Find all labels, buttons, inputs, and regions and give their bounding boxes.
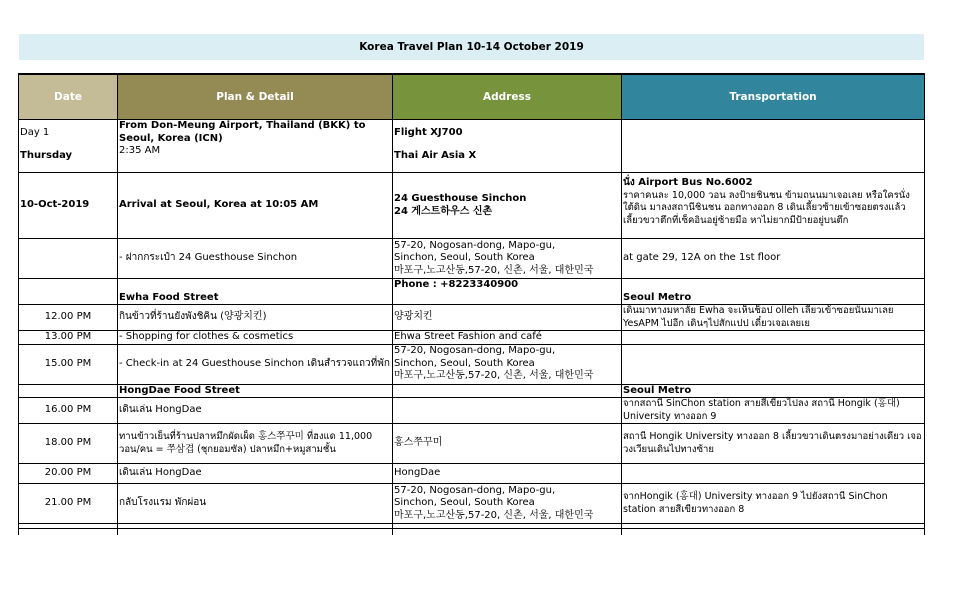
address-line-korean: 마포구,노고산동,57-20, 신촌, 서울, 대한민국: [394, 509, 594, 521]
transport-cell: [622, 331, 925, 345]
plan-cell: เดินเล่น HongDae: [118, 464, 393, 484]
address-cell: Ehwa Street Fashion and café: [393, 331, 622, 345]
section-heading: Ewha Food Street: [118, 279, 393, 305]
travel-plan-table: [18, 73, 925, 535]
header-transportation: Transportation: [622, 74, 925, 120]
phone-number: Phone : +8223340900: [393, 279, 622, 305]
plan-cell: Arrival at Seoul, Korea at 10:05 AM: [118, 173, 393, 239]
plan-cell: ทานข้าวเย็นที่ร้านปลาหมึกผัดเผ็ด 홍스쭈꾸미 ที่ฮงแด 11,000 วอน/คน = 쭈삼겹 (ชุกยอมซัล) ปลาหมึก+หมูสามชั้น: [118, 424, 393, 464]
flight-number: Flight XJ700: [394, 127, 463, 138]
address-cell: [393, 173, 622, 239]
date-cell: [19, 279, 118, 305]
time-cell: 21.00 PM: [19, 484, 118, 524]
time-cell: 16.00 PM: [19, 398, 118, 424]
address-cell: [393, 398, 622, 424]
address-line-2: Sinchon, Seoul, South Korea: [394, 357, 535, 369]
address-cell: [393, 239, 622, 279]
date-cell: 10-Oct-2019: [19, 173, 118, 239]
airline: Thai Air Asia X: [394, 149, 477, 161]
empty-row: [19, 529, 925, 536]
table-row: [19, 384, 925, 398]
address-cell: [393, 344, 622, 384]
header-address: Address: [393, 74, 622, 120]
transport-cell: [622, 464, 925, 484]
address-cell: [393, 384, 622, 398]
address-line-korean: 마포구,노고산동,57-20, 신촌, 서울, 대한민국: [394, 264, 594, 276]
transport-cell: at gate 29, 12A on the 1st floor: [622, 239, 925, 279]
table-row: [19, 344, 925, 384]
date-weekday: Thursday: [20, 149, 73, 161]
address-cell: [393, 120, 622, 173]
address-line-1: 57-20, Nogosan-dong, Mapo-gu,: [394, 345, 556, 357]
plan-route: From Don-Meung Airport, Thailand (BKK) to Seoul, Korea (ICN): [119, 120, 366, 144]
address-line-2: Sinchon, Seoul, South Korea: [394, 497, 535, 509]
plan-cell: - Shopping for clothes & cosmetics: [118, 331, 393, 345]
header-plan: Plan & Detail: [118, 74, 393, 120]
transport-cell: [622, 344, 925, 384]
table-row: [19, 279, 925, 305]
plan-cell: [118, 120, 393, 173]
address-line-2: Sinchon, Seoul, South Korea: [394, 252, 535, 264]
table-row: [19, 398, 925, 424]
guesthouse-name: 24 Guesthouse Sinchon: [394, 193, 527, 204]
date-cell: [19, 120, 118, 173]
time-cell: 13.00 PM: [19, 331, 118, 345]
table-row: [19, 464, 925, 484]
address-cell: 홍스쭈꾸미: [393, 424, 622, 464]
address-line-1: 57-20, Nogosan-dong, Mapo-gu,: [394, 484, 556, 496]
table-row: [19, 173, 925, 239]
time-cell: 12.00 PM: [19, 305, 118, 331]
address-line-1: 57-20, Nogosan-dong, Mapo-gu,: [394, 239, 556, 251]
plan-cell: กลับโรงแรม พักผ่อน: [118, 484, 393, 524]
plan-cell: กินข้าวที่ร้านยังพังชิคิน (양광치킨): [118, 305, 393, 331]
transport-cell: เดินมาทางมหาลัย Ewha จะเห็นช็อป olleh เลี้ยวเข้าซอยนั้นมาเลย YesAPM ไปอีก เดินๆไปสักแปป เดี๋ยวเจอเลยเย: [622, 305, 925, 331]
bus-directions: ราคาคนละ 10,000 วอน ลงป้ายชินชน ข้ามถนนมาเจอเลย หรือใครนั่งใต้ดิน มาลงสถานีชินชน ออกทางออก 8 เดินเลี้ยวซ้ายเข้าซอยตรงแล้วเลี้ยวขวาตึกที่เซ็คอินอยู่ซ้ายมือ หาไม่ยากมีป้ายอยู่บนตึก: [623, 189, 910, 226]
empty-cell: [393, 529, 622, 536]
time-cell: 18.00 PM: [19, 424, 118, 464]
date-cell: [19, 384, 118, 398]
date-day: Day 1: [20, 127, 50, 138]
address-cell: 양광치킨: [393, 305, 622, 331]
airport-bus: นั่ง Airport Bus No.6002: [623, 177, 753, 188]
table-row: [19, 424, 925, 464]
table-row: [19, 331, 925, 345]
section-heading: HongDae Food Street: [118, 384, 393, 398]
header-date: Date: [19, 74, 118, 120]
empty-cell: [19, 529, 118, 536]
transport-heading: Seoul Metro: [622, 279, 925, 305]
transport-cell: จากสถานี SinChon station สายสีเขียวไปลง สถานี Hongik (홍대) University ทางออก 9: [622, 398, 925, 424]
time-cell: 15.00 PM: [19, 344, 118, 384]
guesthouse-name-korean: 24 게스트하우스 신촌: [394, 205, 493, 217]
page-title: [19, 34, 924, 60]
empty-cell: [118, 529, 393, 536]
transport-cell: [622, 120, 925, 173]
table-row: [19, 239, 925, 279]
time-cell: 20.00 PM: [19, 464, 118, 484]
address-cell: HongDae: [393, 464, 622, 484]
address-line-korean: 마포구,노고산동,57-20, 신촌, 서울, 대한민국: [394, 370, 594, 382]
address-cell: [393, 484, 622, 524]
date-cell: [19, 239, 118, 279]
header-row: [19, 74, 925, 120]
transport-cell: [622, 173, 925, 239]
transport-cell: จากHongik (홍대) University ทางออก 9 ไปยังสถานี SinChon station สายสีเขียวทางออก 8: [622, 484, 925, 524]
table-row: [19, 120, 925, 173]
table-row: [19, 305, 925, 331]
plan-cell: เดินเล่น HongDae: [118, 398, 393, 424]
transport-cell: สถานี Hongik University ทางออก 8 เลี้ยวขวาเดินตรงมาอย่างเดียว เจอวงเวียนเดินไปทางซ้าย: [622, 424, 925, 464]
plan-time: 2:35 AM: [119, 145, 161, 156]
table-row: [19, 484, 925, 524]
empty-cell: [622, 529, 925, 536]
transport-heading: Seoul Metro: [622, 384, 925, 398]
plan-cell: - ฝากกระเป๋า 24 Guesthouse Sinchon: [118, 239, 393, 279]
plan-cell: - Check-in at 24 Guesthouse Sinchon เดินสำรวจแถวที่พัก: [118, 344, 393, 384]
page-title-text: Korea Travel Plan 10-14 October 2019: [359, 41, 584, 53]
